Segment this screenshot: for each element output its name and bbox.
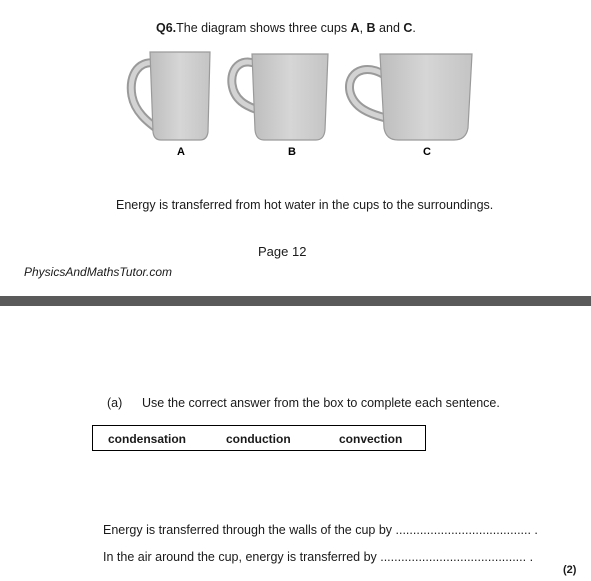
cup-c	[349, 54, 472, 140]
site-name: PhysicsAndMathsTutor.com	[24, 265, 173, 279]
page-divider	[0, 296, 591, 306]
sentence-1: Energy is transferred through the walls of the cup by ....................................... .	[103, 523, 538, 537]
cup-label-b: B	[288, 146, 296, 158]
cups-diagram	[120, 44, 490, 162]
page-number: Page 12	[258, 244, 307, 259]
sentence-2: In the air around the cup, energy is transferred by .......................................... .	[103, 550, 534, 564]
cup-label-c: C	[423, 146, 431, 158]
cup-label-a: A	[177, 146, 185, 158]
answer-options-box	[92, 425, 426, 451]
part-a-label: (a)	[107, 396, 123, 410]
question-title: Q6.The diagram shows three cups A, B and C.	[156, 21, 416, 35]
option-conduction: conduction	[226, 432, 291, 446]
option-condensation: condensation	[108, 432, 187, 446]
cup-b	[232, 54, 328, 140]
energy-statement: Energy is transferred from hot water in the cups to the surroundings.	[116, 198, 494, 212]
option-convection: convection	[339, 432, 403, 446]
part-a-instruction: Use the correct answer from the box to complete each sentence.	[142, 396, 500, 410]
cup-a	[131, 52, 210, 140]
marks-label: (2)	[563, 564, 577, 576]
